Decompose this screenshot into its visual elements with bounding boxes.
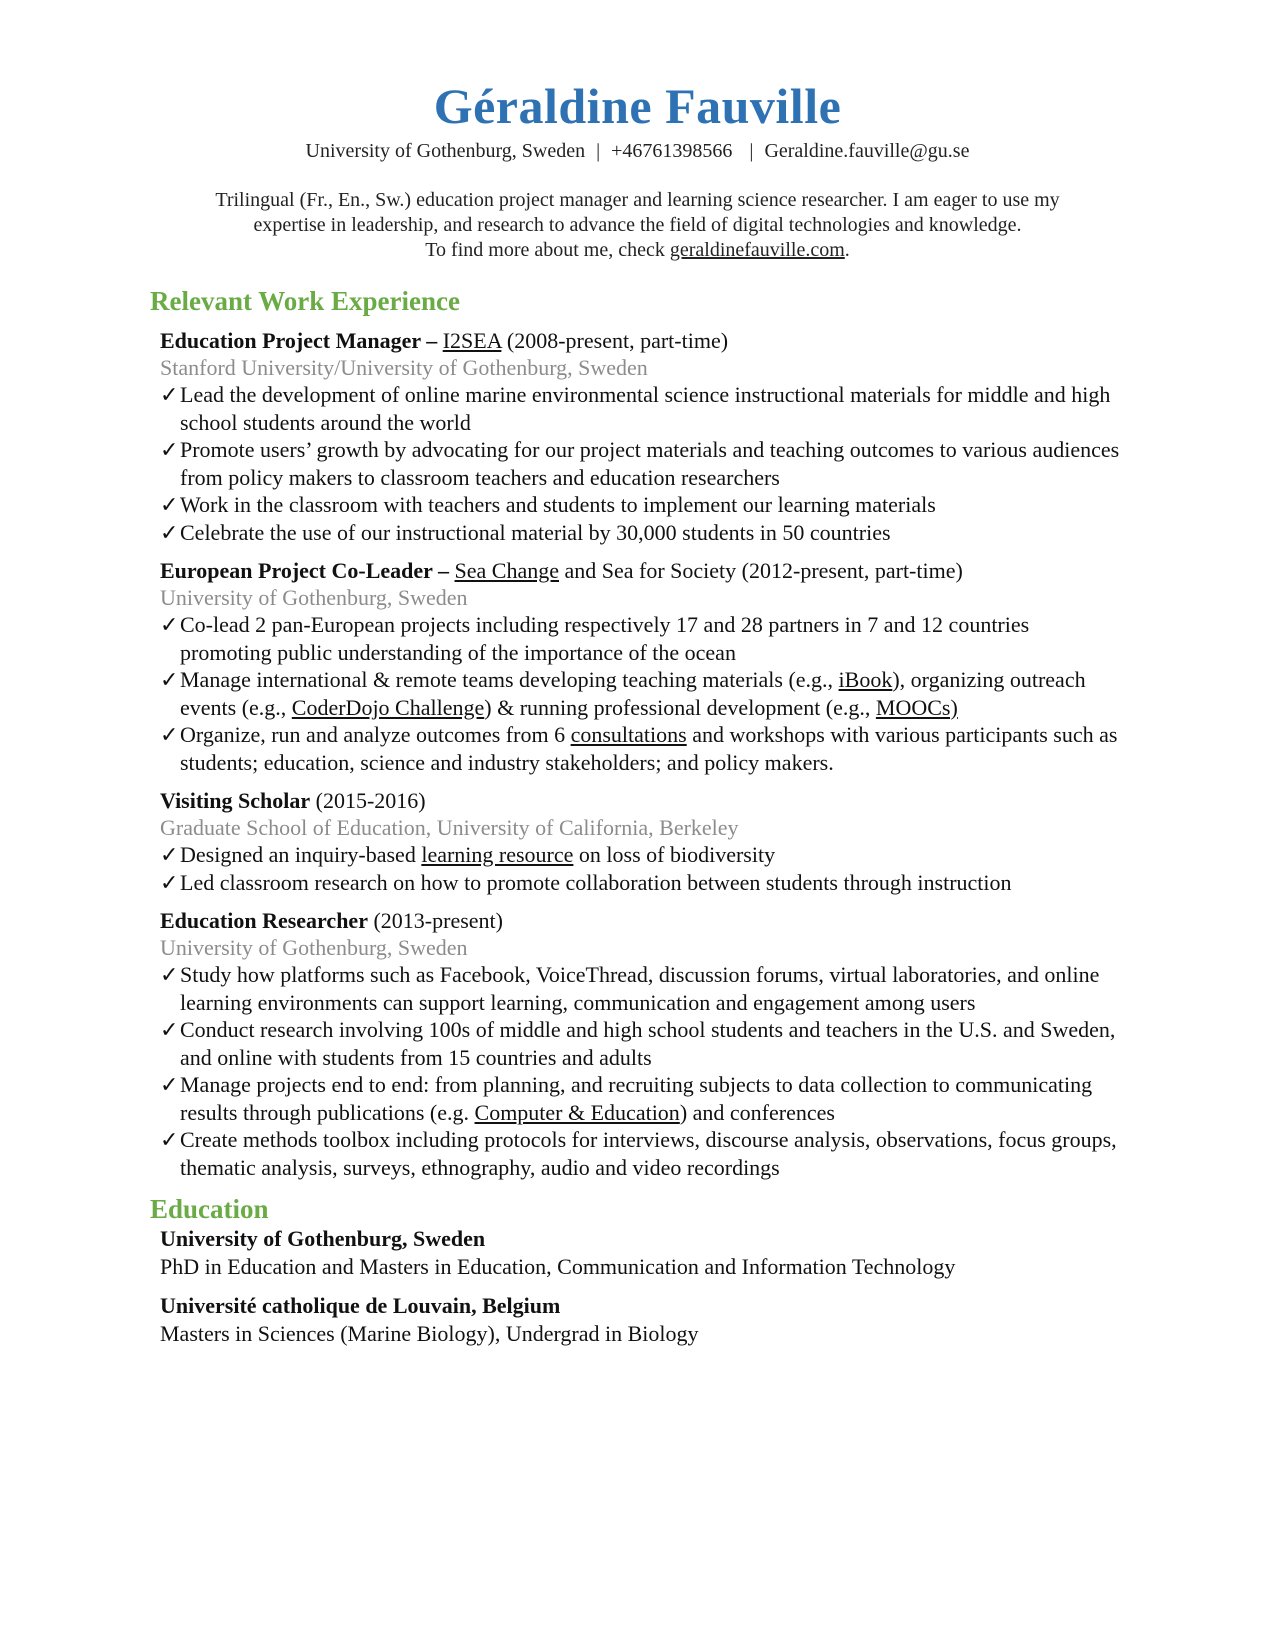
summary — [0, 188, 1275, 263]
school-name-text: Université catholique de Louvain, Belgium — [160, 1293, 561, 1318]
school-name-text: University of Gothenburg, Sweden — [160, 1226, 486, 1251]
summary-line: Trilingual (Fr., En., Sw.) education project manager and learning science researcher. I am eager to use my — [215, 189, 1060, 211]
bullet-text: Organize, run and analyze outcomes from 6 — [180, 722, 571, 747]
job-bullets — [160, 381, 1125, 546]
bullet-item — [160, 721, 1125, 776]
contact-line — [0, 138, 1275, 164]
job-organization: Graduate School of Education, University of California, Berkeley — [160, 815, 739, 840]
check-icon: ✓ — [160, 492, 179, 517]
check-icon: ✓ — [160, 437, 179, 462]
candidate-name: Géraldine Fauville — [433, 78, 842, 134]
section-title-education: Education — [150, 1194, 269, 1224]
school-name — [160, 1225, 1275, 1253]
bullet-text: ) and conferences — [679, 1099, 835, 1125]
bullet-text: Conduct research involving 100s of middle and high school students and teachers in the U.S. and Sweden, and online with students from 15 countries and adults — [180, 1017, 1116, 1070]
job-organization: University of Gothenburg, Sweden — [160, 585, 468, 610]
bullet-text: Promote users’ growth by advocating for our project materials and teaching outcomes to various audiences from policy makers to classroom teachers and education researchers — [180, 437, 1120, 490]
job-entry — [160, 787, 1125, 896]
bullet-text: Manage international & remote teams developing teaching materials (e.g., — [180, 667, 839, 692]
summary-line: expertise in leadership, and research to advance the field of digital technologies and knowledge. — [253, 214, 1022, 236]
job-role: European Project Co-Leader – — [160, 558, 455, 583]
job-role: Education Project Manager – — [160, 328, 443, 353]
bullet-text: Study how platforms such as Facebook, VoiceThread, discussion forums, virtual laboratories, and online learning environments can support learning, communication and engagement among users — [180, 962, 1100, 1015]
job-entry — [160, 907, 1125, 1181]
section-title-experience: Relevant Work Experience — [150, 286, 460, 316]
job-bullets — [160, 611, 1125, 776]
bullet-item — [160, 381, 1125, 436]
school-name — [160, 1292, 1275, 1320]
bullet-item — [160, 491, 1125, 519]
bullet-item — [160, 841, 1125, 869]
bullet-text: Create methods toolbox including protocols for interviews, discourse analysis, observations, focus groups, thematic analysis, surveys, ethnography, audio and video recordings — [180, 1127, 1117, 1180]
contact-location: University of Gothenburg, Sweden — [305, 140, 586, 162]
job-title — [160, 557, 1125, 584]
bullet-item — [160, 869, 1125, 897]
job-organization: University of Gothenburg, Sweden — [160, 935, 468, 960]
check-icon: ✓ — [160, 842, 179, 867]
job-period: (2013-present) — [367, 908, 503, 933]
bullet-text: ), organizing outreach events (e.g., — [180, 667, 1086, 720]
education-entry — [160, 1225, 1275, 1281]
degree: PhD in Education and Masters in Education, Communication and Information Technology — [160, 1254, 956, 1279]
bullet-text: Celebrate the use of our instructional material by 30,000 students in 50 countries — [180, 519, 891, 545]
contact-email[interactable]: Geraldine.fauville@gu.se — [764, 140, 970, 162]
bullet-text: Designed an inquiry-based — [180, 842, 422, 867]
job-period: and Sea for Society (2012-present, part-time) — [559, 558, 963, 583]
check-icon: ✓ — [160, 519, 179, 545]
bullet-text: Manage projects end to end: from planning, and recruiting subjects to data collection to communicating results through publications (e.g. — [180, 1072, 1093, 1125]
bullet-text: ) & running professional development (e.g., — [484, 694, 876, 720]
job-organization: Stanford University/University of Gothenburg, Sweden — [160, 355, 648, 380]
contact-phone: +46761398566 — [611, 140, 733, 162]
consultations-link[interactable]: consultations — [570, 722, 687, 747]
bullet-item — [160, 1016, 1125, 1071]
bullet-text: Work in the classroom with teachers and students to implement our learning materials — [180, 492, 936, 517]
job-role: Education Researcher — [160, 908, 368, 933]
check-icon: ✓ — [160, 722, 179, 747]
summary-text: . — [844, 239, 850, 261]
education-entry — [160, 1292, 1275, 1348]
bullet-item — [160, 666, 1125, 721]
check-icon: ✓ — [160, 1017, 179, 1042]
bullet-text: on loss of biodiversity — [573, 842, 776, 867]
bullet-item — [160, 1126, 1125, 1181]
moocs-link[interactable]: MOOCs) — [875, 694, 958, 720]
bullet-item — [160, 519, 1125, 547]
check-icon: ✓ — [160, 869, 179, 895]
job-period: (2008-present, part-time) — [501, 328, 729, 353]
bullet-item — [160, 961, 1125, 1016]
bullet-text: and workshops with various participants such as students; education, science and industry stakeholders; and policy makers. — [180, 722, 1118, 775]
job-entry — [160, 327, 1125, 546]
job-bullets — [160, 841, 1125, 896]
project-link-sea-change[interactable]: Sea Change — [454, 558, 559, 583]
summary-text: To find more about me, check — [425, 239, 670, 261]
contact-separator: | — [596, 140, 601, 162]
bullet-text: Co-lead 2 pan-European projects including respectively 17 and 28 partners in 7 and 12 countries promoting public understanding of the importance of the ocean — [180, 612, 1030, 665]
check-icon: ✓ — [160, 1072, 179, 1097]
job-period: (2015-2016) — [310, 788, 426, 813]
job-title — [160, 907, 1125, 934]
bullet-item — [160, 1071, 1125, 1126]
job-role: Visiting Scholar — [160, 788, 311, 813]
check-icon: ✓ — [160, 962, 179, 987]
check-icon: ✓ — [160, 1127, 179, 1152]
job-title — [160, 327, 1125, 354]
website-link[interactable]: geraldinefauville.com — [669, 239, 845, 261]
summary-line — [150, 238, 1125, 263]
bullet-item — [160, 436, 1125, 491]
bullet-item — [160, 611, 1125, 666]
bullet-text: Lead the development of online marine environmental science instructional materials for middle and high school students around the world — [180, 382, 1111, 435]
job-entry — [160, 557, 1125, 776]
publication-link[interactable]: Computer & Education — [474, 1099, 680, 1125]
check-icon: ✓ — [160, 612, 179, 637]
job-bullets — [160, 961, 1125, 1181]
job-title — [160, 787, 1125, 814]
degree: Masters in Sciences (Marine Biology), Undergrad in Biology — [160, 1321, 699, 1346]
contact-separator: | — [749, 140, 754, 162]
learning-resource-link[interactable]: learning resource — [421, 842, 574, 867]
ibook-link[interactable]: iBook — [838, 667, 893, 692]
project-link-i2sea[interactable]: I2SEA — [442, 328, 502, 353]
check-icon: ✓ — [160, 382, 179, 407]
coderdojo-link[interactable]: CoderDojo Challenge — [291, 694, 485, 720]
check-icon: ✓ — [160, 667, 179, 692]
bullet-text: Led classroom research on how to promote collaboration between students through instruction — [180, 869, 1012, 895]
